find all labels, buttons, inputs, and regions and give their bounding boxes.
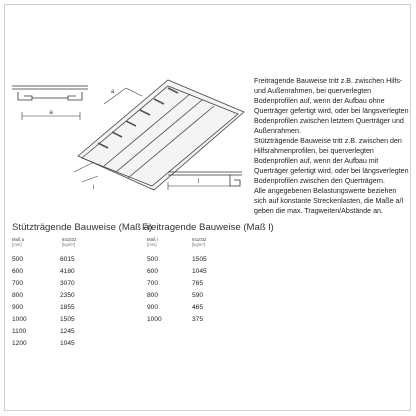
table-row: 1200 1045: [12, 340, 75, 347]
table-a-title: Stützträgende Bauweise (Maß a): [12, 222, 153, 233]
table-row: 500 1505: [147, 256, 207, 263]
table-row: 1000 375: [147, 316, 204, 323]
description-paragraph-2: Stützträgende Bauweise tritt z.B. zwischen den Hilfsrahmenprofilen, bei querverlegten Bodenprofilen auf, wenn der Aufbau mit Querträger gefertigt wird, oder bei längsverlegten Bodenprofilen zwischen den Querträgern.: [254, 137, 409, 185]
table-row: 700 765: [147, 280, 204, 287]
table-l-col2-header: 641032 [kg/m²]: [192, 237, 207, 247]
table-l-title: Freitragende Bauweise (Maß l): [142, 222, 274, 233]
table-row: 700 3070: [12, 280, 75, 287]
table-row: 800 2350: [12, 292, 75, 299]
table-row: 1000 1505: [12, 316, 75, 323]
table-a-col2-header: 641032 [kg/m²]: [62, 237, 77, 247]
dimension-a-top: a: [49, 110, 53, 116]
floor-frame-isometric: [74, 80, 244, 190]
dimension-l-right: l: [198, 179, 200, 185]
table-a-col1-header: Maß a [mm]: [12, 237, 25, 247]
description-text: [254, 76, 410, 216]
table-row: 600 4180: [12, 268, 75, 275]
table-row: 1100 1245: [12, 328, 75, 335]
table-l-col1-header: Maß l [mm]: [147, 237, 158, 247]
table-row: 900 1855: [12, 304, 75, 311]
dimension-a-iso: a: [111, 89, 115, 95]
description-paragraph-1: Freitragende Bauweise tritt z.B. zwischen Hilfs- und Außenrahmen, bei querverlegten Bodenprofilen auf, wenn der Aufbau ohne Querträger gefertigt wird, oder bei längsverlegten Bodenprofilen zwischen letztem Querträger und Außenrahmen.: [254, 77, 409, 135]
floor-profile-drawing: [8, 68, 246, 196]
table-row: 600 1045: [147, 268, 207, 275]
dimension-l-iso: l: [93, 185, 95, 191]
table-row: 800 590: [147, 292, 204, 299]
profile-section-right: [168, 172, 242, 190]
table-row: 500 6015: [12, 256, 75, 263]
description-paragraph-3: Alle angegebenen Belastungswerte beziehen sich auf konstante Streckenlasten, die Maße a/l geben die max. Tragweiten/Abstände an.: [254, 187, 404, 215]
table-row: 900 465: [147, 304, 204, 311]
